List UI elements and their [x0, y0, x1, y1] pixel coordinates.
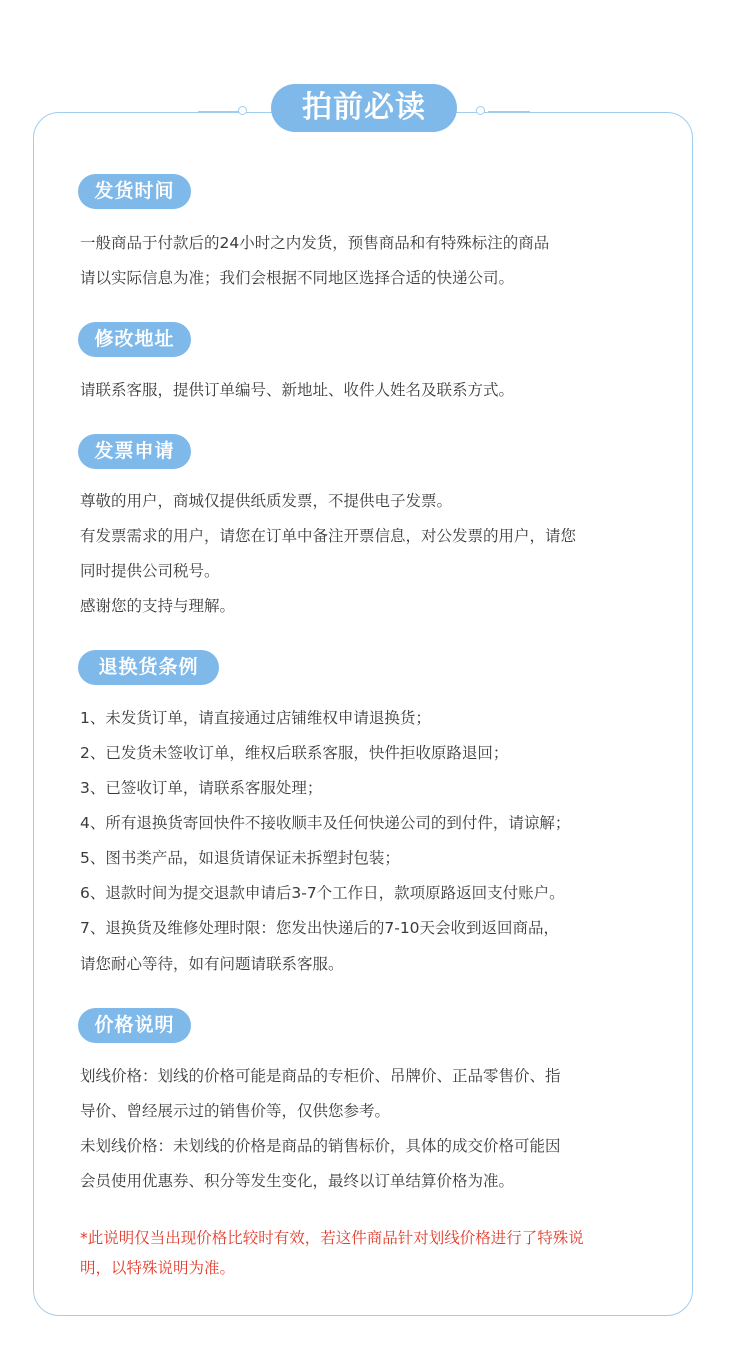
section-text: 感谢您的支持与理解。	[80, 597, 236, 615]
section-title-invoice: 发票申请	[78, 434, 191, 469]
list-item: 5、图书类产品，如退货请保证未拆塑封包装；	[80, 849, 400, 867]
circle-icon	[476, 106, 485, 115]
price-disclaimer: 明，以特殊说明为准。	[80, 1259, 236, 1277]
section-text: 请以实际信息为准；我们会根据不同地区选择合适的快递公司。	[80, 269, 515, 287]
section-text: 有发票需求的用户，请您在订单中备注开票信息，对公发票的用户，请您	[80, 527, 577, 545]
section-title-returns: 退换货条例	[78, 650, 219, 685]
section-text: 同时提供公司税号。	[80, 562, 220, 580]
section-title-shipping-time: 发货时间	[78, 174, 191, 209]
section-text: 划线价格：划线的价格可能是商品的专柜价、吊牌价、正品零售价、指	[80, 1067, 561, 1085]
section-text: 未划线价格：未划线的价格是商品的销售标价，具体的成交价格可能因	[80, 1137, 561, 1155]
header	[0, 84, 730, 132]
circle-icon	[238, 106, 247, 115]
section-text: 一般商品于付款后的24小时之内发货，预售商品和有特殊标注的商品	[80, 234, 550, 252]
page-title: 拍前必读	[271, 84, 457, 132]
list-item: 1、未发货订单，请直接通过店铺维权申请退换货；	[80, 709, 431, 727]
section-title-price-note: 价格说明	[78, 1008, 191, 1043]
header-divider-left	[198, 111, 240, 113]
list-item: 请您耐心等待，如有问题请联系客服。	[80, 955, 344, 973]
list-item: 2、已发货未签收订单，维权后联系客服，快件拒收原路退回；	[80, 744, 509, 762]
list-item: 4、所有退换货寄回快件不接收顺丰及任何快递公司的到付件，请谅解；	[80, 814, 571, 832]
list-item: 3、已签收订单，请联系客服处理；	[80, 779, 323, 797]
section-title-change-address: 修改地址	[78, 322, 191, 357]
price-disclaimer: *此说明仅当出现价格比较时有效，若这件商品针对划线价格进行了特殊说	[80, 1229, 584, 1247]
section-text: 会员使用优惠券、积分等发生变化，最终以订单结算价格为准。	[80, 1172, 515, 1190]
list-item: 7、退换货及维修处理时限：您发出快递后的7-10天会收到返回商品，	[80, 919, 560, 937]
list-item: 6、退款时间为提交退款申请后3-7个工作日，款项原路返回支付账户。	[80, 884, 565, 902]
section-text: 请联系客服，提供订单编号、新地址、收件人姓名及联系方式。	[80, 381, 515, 399]
section-text: 导价、曾经展示过的销售价等，仅供您参考。	[80, 1102, 391, 1120]
header-divider-right	[488, 111, 530, 113]
section-text: 尊敬的用户，商城仅提供纸质发票，不提供电子发票。	[80, 492, 453, 510]
